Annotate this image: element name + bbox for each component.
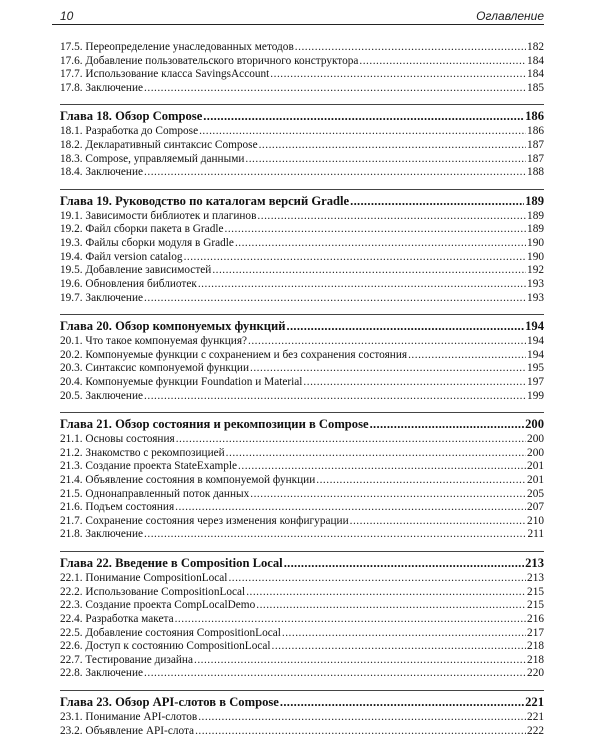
entry-title: Синтаксис компонуемой функции <box>85 362 250 375</box>
entry-page: 222 <box>527 724 544 737</box>
entry-label <box>60 488 249 502</box>
entry-page: 216 <box>527 612 544 625</box>
leader-dots <box>284 554 524 572</box>
entry-title: Понимание CompositionLocal <box>85 572 228 585</box>
toc-entry <box>60 82 544 96</box>
entry-page: 215 <box>527 585 544 598</box>
entry-number: 18.1. <box>60 125 83 138</box>
chapter-page: 194 <box>525 319 544 334</box>
chapter-heading <box>60 551 544 572</box>
entry-page: 200 <box>527 446 544 459</box>
entry-number: 18.2. <box>60 139 83 152</box>
leader-dots <box>408 349 526 363</box>
entry-page: 189 <box>527 209 544 222</box>
entry-number: 20.4. <box>60 375 83 388</box>
entry-title: Добавление пользовательского вторичного конструктора <box>85 54 359 67</box>
entry-page: 189 <box>527 223 544 236</box>
toc-entry <box>60 335 544 349</box>
toc-entry <box>60 41 544 55</box>
entry-number: 23.2. <box>60 724 83 737</box>
leader-dots <box>199 125 526 139</box>
entry-title: Тестирование дизайна <box>85 653 193 666</box>
entry-page: 205 <box>527 487 544 500</box>
entry-title: Заключение <box>85 389 144 402</box>
entry-number: 18.3. <box>60 152 83 165</box>
toc-chapter <box>60 412 544 542</box>
entry-label <box>60 251 183 265</box>
toc-entry <box>60 278 544 292</box>
toc-entry <box>60 528 544 542</box>
entry-label <box>60 654 193 668</box>
entry-number: 18.4. <box>60 166 83 179</box>
entry-label <box>60 278 197 292</box>
entry-page: 210 <box>527 514 544 527</box>
toc-entry <box>60 433 544 447</box>
entry-label <box>60 613 174 627</box>
leader-dots <box>316 474 526 488</box>
toc-entry <box>60 711 544 725</box>
leader-dots <box>350 515 526 529</box>
leader-dots <box>144 390 526 404</box>
toc-entry <box>60 68 544 82</box>
leader-dots <box>175 501 526 515</box>
entry-number: 19.2. <box>60 223 83 236</box>
entry-title: Заключение <box>85 667 144 680</box>
toc-entry <box>60 474 544 488</box>
leader-dots <box>194 654 526 668</box>
entry-label <box>60 264 211 278</box>
chapter-title: Глава 21. Обзор состояния и рекомпозиции в Compose <box>60 417 369 432</box>
entry-label <box>60 572 227 586</box>
entry-page: 217 <box>527 626 544 639</box>
leader-dots <box>226 447 526 461</box>
entry-label <box>60 125 198 139</box>
leader-dots <box>350 192 524 210</box>
toc-entry <box>60 627 544 641</box>
entry-page: 190 <box>527 237 544 250</box>
leader-dots <box>225 223 527 237</box>
leader-dots <box>144 667 526 681</box>
entry-page: 207 <box>527 501 544 514</box>
entry-label <box>60 711 197 725</box>
entry-label <box>60 335 247 349</box>
entry-title: Доступ к состоянию CompositionLocal <box>85 640 271 653</box>
entry-number: 19.1. <box>60 209 83 222</box>
entry-number: 21.2. <box>60 446 83 459</box>
entry-label <box>60 292 143 306</box>
leader-dots <box>272 640 527 654</box>
entry-page: 194 <box>527 335 544 348</box>
entry-number: 20.1. <box>60 335 83 348</box>
entry-title: Переопределение унаследованных методов <box>85 41 294 53</box>
toc-entry <box>60 223 544 237</box>
chapter-heading <box>60 690 544 711</box>
entry-title: Файл сборки пакета в Gradle <box>85 223 224 236</box>
entry-number: 20.2. <box>60 348 83 361</box>
leader-dots <box>203 107 524 125</box>
toc-entry <box>60 640 544 654</box>
entry-number: 19.5. <box>60 264 83 277</box>
entry-title: Добавление состояния CompositionLocal <box>85 626 281 639</box>
entry-label <box>60 362 249 376</box>
toc-entry <box>60 667 544 681</box>
entry-number: 20.5. <box>60 389 83 402</box>
table-of-contents <box>60 41 544 747</box>
entry-number: 20.3. <box>60 362 83 375</box>
entry-label <box>60 474 315 488</box>
entry-page: 188 <box>527 166 544 179</box>
entry-page: 185 <box>527 81 544 94</box>
toc-entry <box>60 292 544 306</box>
toc-chapter <box>60 104 544 179</box>
entry-number: 19.4. <box>60 250 83 263</box>
toc-entry <box>60 515 544 529</box>
entry-page: 201 <box>527 460 544 473</box>
leader-dots <box>245 153 526 167</box>
leader-dots <box>228 572 526 586</box>
leader-dots <box>280 693 524 711</box>
entry-title: Разработка до Compose <box>85 125 199 138</box>
entry-page: 220 <box>527 667 544 680</box>
leader-dots <box>175 613 526 627</box>
entry-title: Что такое компонуемая функция? <box>85 335 248 348</box>
entry-label <box>60 627 281 641</box>
entry-label <box>60 433 175 447</box>
leader-dots <box>144 82 526 96</box>
entry-label <box>60 447 225 461</box>
entry-title: Использование класса SavingsAccount <box>85 68 270 81</box>
toc-entry <box>60 166 544 180</box>
toc-entry <box>60 613 544 627</box>
entry-page: 213 <box>527 572 544 585</box>
chapter-title: Глава 23. Обзор API-слотов в Compose <box>60 694 279 709</box>
entry-label <box>60 640 271 654</box>
chapter-title: Глава 18. Обзор Compose <box>60 109 203 124</box>
toc-entry <box>60 447 544 461</box>
entry-title: Компонуемые функции Foundation и Material <box>85 375 303 388</box>
toc-entry <box>60 264 544 278</box>
entry-page: 211 <box>527 528 544 541</box>
entry-number: 21.5. <box>60 487 83 500</box>
entry-page: 184 <box>527 54 544 67</box>
toc-entry <box>60 55 544 69</box>
toc-entry <box>60 237 544 251</box>
entry-title: Заключение <box>85 528 144 541</box>
entry-number: 22.5. <box>60 626 83 639</box>
entry-title: Объявление API-слота <box>85 724 195 737</box>
entry-label <box>60 528 143 542</box>
chapter-heading <box>60 412 544 433</box>
leader-dots <box>195 725 526 739</box>
entry-label <box>60 237 234 251</box>
entry-number: 23.1. <box>60 710 83 723</box>
entry-title: Файл version catalog <box>85 250 183 263</box>
chapter-heading <box>60 314 544 335</box>
entry-title: Компонуемые функции с сохранением и без сохранения состояния <box>85 348 408 361</box>
entry-title: Зависимости библиотек и плагинов <box>85 209 257 222</box>
leader-dots <box>270 68 526 82</box>
entry-number: 19.6. <box>60 277 83 290</box>
chapter-title: Глава 22. Введение в Composition Local <box>60 556 283 571</box>
entry-label <box>60 82 143 96</box>
entry-number: 22.4. <box>60 612 83 625</box>
entry-number: 17.5. <box>60 41 83 53</box>
entry-number: 19.3. <box>60 237 83 250</box>
entry-title: Разработка макета <box>85 612 174 625</box>
entry-label <box>60 153 244 167</box>
leader-dots <box>257 210 526 224</box>
entry-page: 200 <box>527 433 544 446</box>
entry-title: Декларативный синтаксис Compose <box>85 139 258 152</box>
entry-page: 195 <box>527 362 544 375</box>
entry-title: Compose, управляемый данными <box>85 152 245 165</box>
chapter-title: Глава 19. Руководство по каталогам версий Gradle <box>60 193 350 208</box>
toc-entry <box>60 572 544 586</box>
entry-page: 201 <box>527 474 544 487</box>
leader-dots <box>176 433 526 447</box>
leader-dots <box>144 528 526 542</box>
leader-dots <box>259 139 526 153</box>
entry-page: 193 <box>527 277 544 290</box>
entry-page: 193 <box>527 291 544 304</box>
entry-number: 17.6. <box>60 54 83 67</box>
entry-title: Создание проекта StateExample <box>85 460 238 473</box>
toc-entry <box>60 501 544 515</box>
entry-title: Знакомство с рекомпозицией <box>85 446 225 459</box>
entry-label <box>60 139 258 153</box>
toc-entry <box>60 725 544 739</box>
entry-page: 221 <box>527 710 544 723</box>
toc-entry <box>60 599 544 613</box>
entry-label <box>60 210 256 224</box>
entry-label <box>60 725 194 739</box>
entry-title: Заключение <box>85 81 144 94</box>
entry-label <box>60 349 407 363</box>
chapter-heading <box>60 104 544 125</box>
entry-number: 21.6. <box>60 501 83 514</box>
entry-number: 21.7. <box>60 514 83 527</box>
entry-title: Сохранение состояния через изменения конфигурации <box>85 514 349 527</box>
toc-chapter <box>60 41 544 95</box>
entry-label <box>60 41 294 55</box>
toc-chapter <box>60 690 544 738</box>
entry-label <box>60 586 245 600</box>
entry-label <box>60 460 237 474</box>
toc-entry <box>60 376 544 390</box>
leader-dots <box>238 460 526 474</box>
entry-page: 192 <box>527 264 544 277</box>
running-header <box>52 4 544 25</box>
entry-page: 218 <box>527 640 544 653</box>
leader-dots <box>198 278 526 292</box>
entry-label <box>60 55 358 69</box>
chapter-title: Глава 20. Обзор компонуемых функций <box>60 319 286 334</box>
entry-label <box>60 599 255 613</box>
leader-dots <box>359 55 526 69</box>
leader-dots <box>287 317 525 335</box>
entry-label <box>60 223 224 237</box>
entry-number: 21.1. <box>60 433 83 446</box>
entry-page: 187 <box>527 152 544 165</box>
entry-number: 22.2. <box>60 585 83 598</box>
entry-number: 22.1. <box>60 572 83 585</box>
entry-number: 21.4. <box>60 474 83 487</box>
leader-dots <box>235 237 526 251</box>
chapter-page: 186 <box>525 109 544 124</box>
entry-page: 186 <box>527 125 544 138</box>
leader-dots <box>295 41 526 55</box>
entry-page: 190 <box>527 250 544 263</box>
entry-number: 17.7. <box>60 68 83 81</box>
entry-number: 19.7. <box>60 291 83 304</box>
leader-dots <box>303 376 526 390</box>
toc-entry <box>60 210 544 224</box>
toc-entry <box>60 654 544 668</box>
entry-page: 194 <box>527 348 544 361</box>
toc-entry <box>60 586 544 600</box>
entry-title: Заключение <box>85 166 144 179</box>
entry-title: Использование CompositionLocal <box>85 585 246 598</box>
entry-title: Заключение <box>85 291 144 304</box>
leader-dots <box>282 627 526 641</box>
chapter-page: 213 <box>525 556 544 571</box>
entry-title: Обновления библиотек <box>85 277 197 290</box>
page-number: 10 <box>60 9 74 23</box>
entry-label <box>60 68 269 82</box>
leader-dots <box>370 415 525 433</box>
entry-number: 21.3. <box>60 460 83 473</box>
leader-dots <box>250 362 526 376</box>
leader-dots <box>184 251 526 265</box>
entry-number: 22.6. <box>60 640 83 653</box>
leader-dots <box>248 335 526 349</box>
toc-entry <box>60 460 544 474</box>
entry-number: 22.7. <box>60 653 83 666</box>
entry-page: 184 <box>527 68 544 81</box>
toc-entry <box>60 488 544 502</box>
toc-entry <box>60 390 544 404</box>
entry-number: 22.8. <box>60 667 83 680</box>
leader-dots <box>198 711 526 725</box>
chapter-page: 200 <box>525 417 544 432</box>
entry-label <box>60 501 174 515</box>
entry-page: 182 <box>527 41 544 53</box>
toc-chapter <box>60 314 544 403</box>
toc-entry <box>60 362 544 376</box>
toc-entry <box>60 153 544 167</box>
leader-dots <box>144 166 526 180</box>
toc-entry <box>60 139 544 153</box>
entry-title: Файлы сборки модуля в Gradle <box>85 237 234 250</box>
toc-entry <box>60 125 544 139</box>
leader-dots <box>144 292 526 306</box>
toc-chapter <box>60 551 544 681</box>
toc-entry <box>60 349 544 363</box>
entry-page: 218 <box>527 653 544 666</box>
entry-label <box>60 390 143 404</box>
leader-dots <box>212 264 526 278</box>
entry-page: 199 <box>527 389 544 402</box>
entry-number: 21.8. <box>60 528 83 541</box>
leader-dots <box>256 599 526 613</box>
entry-title: Добавление зависимостей <box>85 264 212 277</box>
entry-title: Объявление состояния в компонуемой функции <box>85 474 316 487</box>
toc-entry <box>60 251 544 265</box>
chapter-heading <box>60 189 544 210</box>
chapter-page: 221 <box>525 694 544 709</box>
entry-label <box>60 667 143 681</box>
entry-label <box>60 376 302 390</box>
entry-page: 197 <box>527 375 544 388</box>
entry-title: Понимание API-слотов <box>85 710 198 723</box>
entry-title: Однонаправленный поток данных <box>85 487 250 500</box>
entry-title: Подъем состояния <box>85 501 175 514</box>
chapter-page: 189 <box>525 193 544 208</box>
entry-title: Создание проекта CompLocalDemo <box>85 599 256 612</box>
entry-number: 22.3. <box>60 599 83 612</box>
entry-number: 17.8. <box>60 81 83 94</box>
entry-page: 215 <box>527 599 544 612</box>
entry-label <box>60 515 349 529</box>
running-title: Оглавление <box>476 9 544 23</box>
entry-label <box>60 166 143 180</box>
leader-dots <box>246 586 526 600</box>
entry-title: Основы состояния <box>85 433 175 446</box>
entry-page: 187 <box>527 139 544 152</box>
toc-chapter <box>60 189 544 305</box>
leader-dots <box>250 488 526 502</box>
